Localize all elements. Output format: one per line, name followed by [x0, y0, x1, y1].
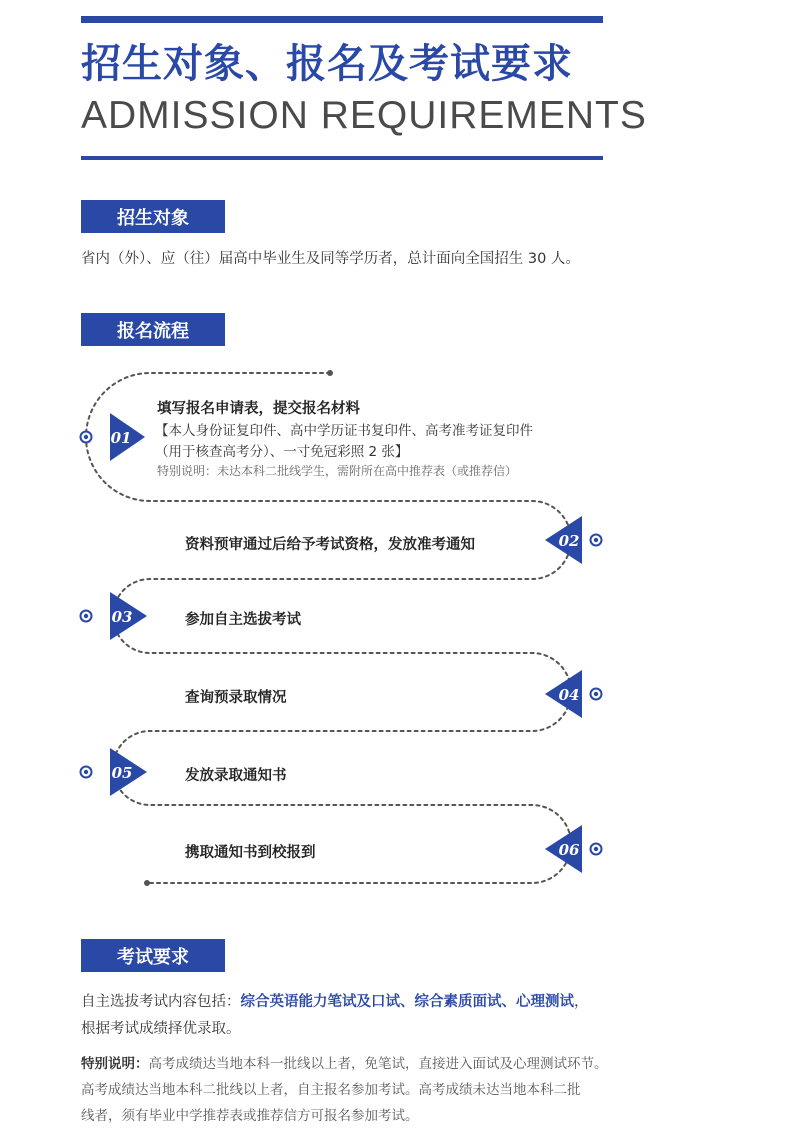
exam-note-text-1: 高考成绩达当地本科一批线以上者，免笔试，直接进入面试及心理测试环节。: [148, 1056, 608, 1072]
step-05-title: 发放录取通知书: [185, 768, 287, 784]
step-04-number: 04: [558, 686, 580, 704]
exam-item-1: 综合英语能力笔试及口试: [240, 994, 400, 1010]
exam-item-sep: 、: [400, 994, 415, 1010]
section-tag-exam: 考试要求: [81, 939, 225, 972]
section-tag-target: 招生对象: [81, 200, 225, 233]
step-01-note: 特别说明：未达本科二批线学生，需附所在高中推荐表（或推荐信）: [157, 464, 518, 478]
step-01-title: 填写报名申请表，提交报名材料: [157, 401, 360, 417]
page-subtitle: ADMISSION REQUIREMENTS: [81, 94, 647, 137]
exam-item-3: 心理测试: [516, 994, 574, 1010]
step-01-marker: [81, 413, 146, 461]
step-06-title: 携取通知书到校报到: [185, 845, 316, 861]
step-04-title: 查询预录取情况: [185, 690, 287, 706]
exam-note-line-3: 线者，须有毕业中学推荐表或推荐信方可报名参加考试。: [81, 1108, 419, 1124]
exam-note-line-1: [81, 1052, 608, 1072]
exam-content-prefix: 自主选拔考试内容包括：: [81, 994, 241, 1010]
step-06-marker: [545, 825, 602, 873]
step-06-number: 06: [558, 841, 580, 859]
step-03-number: 03: [111, 608, 133, 626]
exam-content-line: [81, 990, 589, 1011]
step-05-number: 05: [111, 764, 133, 782]
header-top-rule: [81, 16, 603, 23]
step-03-title: 参加自主选拔考试: [185, 612, 301, 628]
step-01-number: 01: [110, 429, 132, 447]
step-02-marker: [545, 516, 602, 564]
exam-content-end: ，: [574, 994, 589, 1010]
exam-item-2: 综合素质面试: [414, 994, 502, 1010]
step-01-line-2: （用于核查高考分）、一寸免冠彩照 2 张】: [155, 444, 409, 460]
section-tag-process: 报名流程: [81, 313, 225, 346]
step-05-marker: [81, 748, 148, 796]
exam-content-line-2: 根据考试成绩择优录取。: [81, 1021, 241, 1037]
step-02-title: 资料预审通过后给予考试资格，发放准考通知: [185, 537, 475, 553]
target-text: 省内（外）、应（往）届高中毕业生及同等学历者，总计面向全国招生 30 人。: [81, 251, 580, 267]
page-title: 招生对象、报名及考试要求: [81, 41, 573, 87]
step-01-line-1: 【本人身份证复印件、高中学历证书复印件、高考准考证复印件: [155, 423, 533, 439]
step-02-number: 02: [558, 532, 580, 550]
step-04-marker: [545, 670, 602, 718]
exam-note-line-2: 高考成绩达当地本科二批线以上者，自主报名参加考试。高考成绩未达当地本科二批: [81, 1082, 581, 1098]
exam-note-label: 特别说明：: [81, 1056, 149, 1072]
step-03-marker: [81, 592, 148, 640]
header-bottom-rule: [81, 156, 603, 160]
exam-item-sep: 、: [501, 994, 516, 1010]
